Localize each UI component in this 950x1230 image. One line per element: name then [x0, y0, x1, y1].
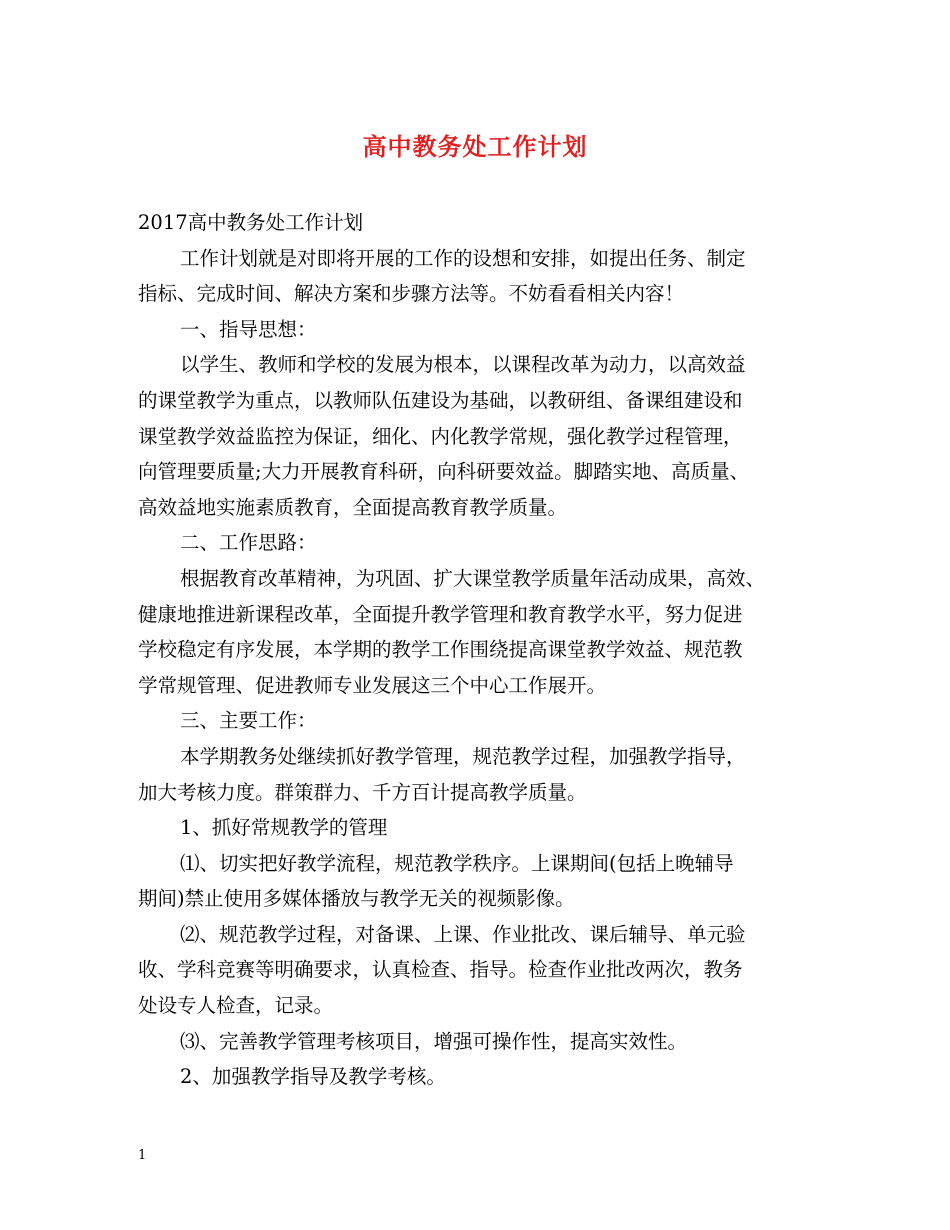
document-title: 高中教务处工作计划	[362, 132, 588, 161]
paragraph-line: 收、学科竞赛等明确要求，认真检查、指导。检查作业批改两次，教务	[138, 958, 743, 982]
page-number: 1	[138, 1148, 147, 1163]
paragraph-line: 三、主要工作：	[180, 709, 317, 733]
paragraph-line: 加大考核力度。群策群力、千方百计提高教学质量。	[138, 780, 587, 804]
paragraph-line: 根据教育改革精神，为巩固、扩大课堂教学质量年活动成果，高效、	[180, 566, 766, 590]
document-body	[138, 205, 818, 1095]
paragraph-line: ⑵、规范教学过程，对备课、上课、作业批改、课后辅导、单元验	[180, 922, 746, 946]
paragraph-line: 2017高中教务处工作计划	[138, 211, 364, 234]
paragraph-line: 向管理要质量;大力开展教育科研，向科研要效益。脚踏实地、高质量、	[138, 460, 750, 484]
paragraph-line: 2、加强教学指导及教学考核。	[180, 1065, 446, 1089]
paragraph-line: 健康地推进新课程改革，全面提升教学管理和教育教学水平，努力促进	[138, 602, 743, 626]
paragraph-line: 学常规管理、促进教师专业发展这三个中心工作展开。	[138, 673, 607, 697]
paragraph-line: 指标、完成时间、解决方案和步骤方法等。不妨看看相关内容！	[138, 282, 685, 306]
paragraph-line: 1、抓好常规教学的管理	[180, 816, 388, 840]
paragraph-line: 课堂教学效益监控为保证，细化、内化教学常规，强化教学过程管理，	[138, 424, 743, 448]
paragraph-line: 以学生、教师和学校的发展为根本，以课程改革为动力，以高效益	[180, 353, 746, 377]
paragraph-line: 二、工作思路：	[180, 531, 317, 555]
paragraph-line: 高效益地实施素质教育，全面提高教育教学质量。	[138, 495, 568, 519]
paragraph-line: 学校稳定有序发展，本学期的教学工作围绕提高课堂教学效益、规范教	[138, 638, 743, 662]
paragraph-line: 的课堂教学为重点，以教师队伍建设为基础，以教研组、备课组建设和	[138, 388, 743, 412]
paragraph-line: 期间)禁止使用多媒体播放与教学无关的视频影像。	[138, 887, 575, 911]
paragraph-line: 本学期教务处继续抓好教学管理，规范教学过程，加强教学指导，	[180, 744, 746, 768]
paragraph-line: 一、指导思想：	[180, 317, 317, 341]
paragraph-line: 工作计划就是对即将开展的工作的设想和安排，如提出任务、制定	[180, 246, 746, 270]
paragraph-line: 处设专人检查，记录。	[138, 994, 334, 1018]
paragraph-line: ⑴、切实把好教学流程，规范教学秩序。上课期间(包括上晚辅导	[180, 851, 734, 875]
paragraph-line: ⑶、完善教学管理考核项目，增强可操作性，提高实效性。	[180, 1029, 688, 1053]
